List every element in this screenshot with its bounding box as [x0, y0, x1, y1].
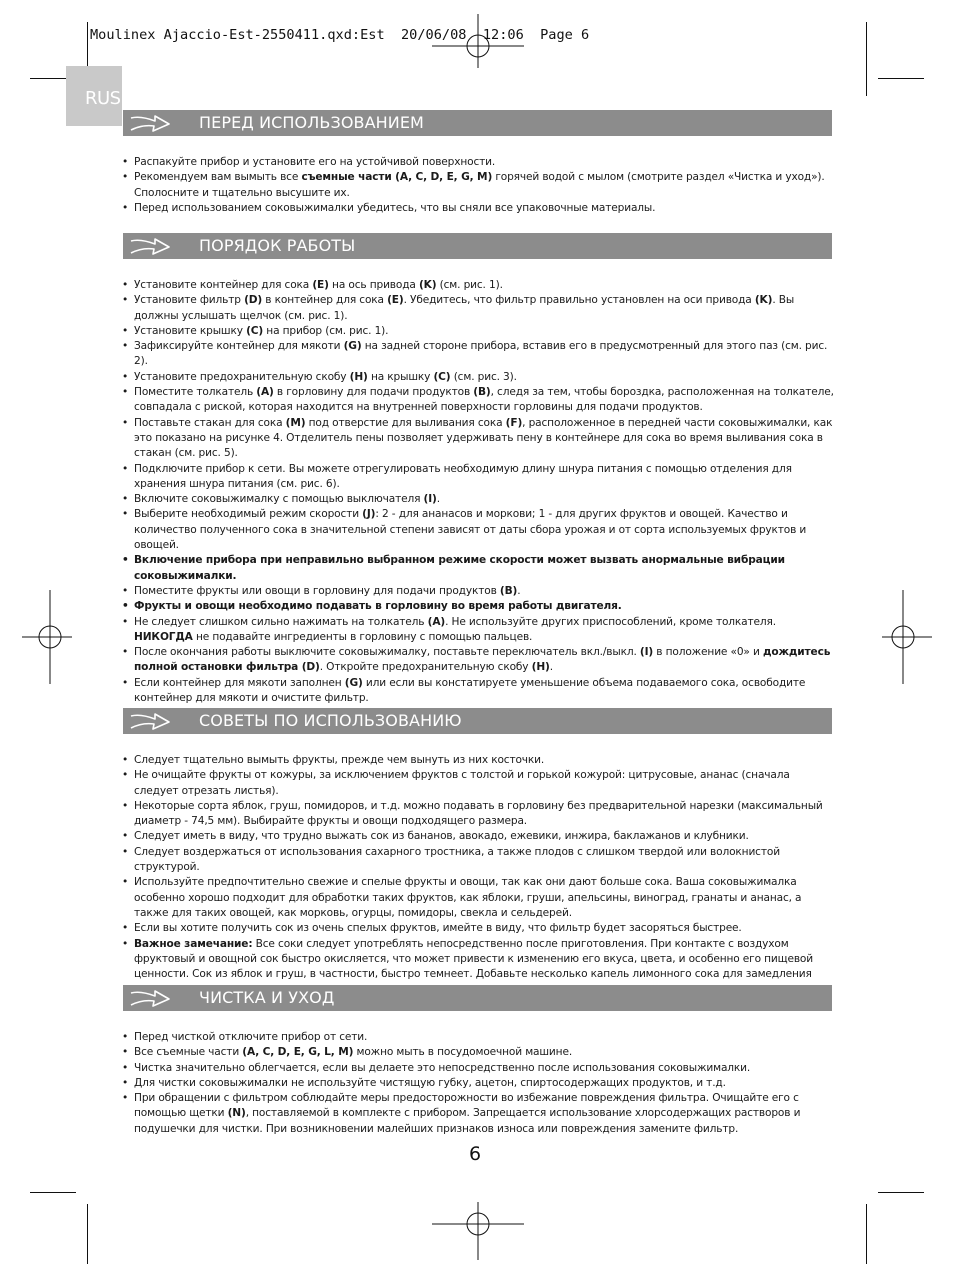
list-item: • Следует иметь в виду, что трудно выжать сок из бананов, авокадо, ежевики, инжира, баклажанов и клубники.: [122, 829, 834, 844]
section-list-before-use: [122, 155, 834, 216]
list-item: • Для чистки соковыжималки не используйте чистящую губку, ацетон, спиртосодержащих продуктов, и т.д.: [122, 1076, 834, 1091]
arrow-icon: [129, 235, 173, 257]
list-item: • Важное замечание: Все соки следует употреблять непосредственно после приготовления. При контакте с воздухом фруктовый и овощной сок быстро окисляется, что может привести к изменению его вкуса, цвета, и особенно его пищевой ценности. Сок из яблок и груш, в частности, быстро темнеет. Добавьте несколько капель лимонного сока для замедления: [122, 937, 834, 998]
section-title: ПЕРЕД ИСПОЛЬЗОВАНИЕМ: [199, 113, 424, 132]
language-tab: [66, 66, 122, 126]
list-item: • Чистка значительно облегчается, если вы делаете это непосредственно после использования соковыжималки.: [122, 1061, 834, 1076]
section-list-operation: [122, 278, 834, 706]
section-list-cleaning: [122, 1030, 834, 1137]
list-item: • После окончания работы выключите соковыжималку, поставьте переключатель вкл./выкл. (I) в положение «0» и дождитесь полной остановки фильтра (D). Откройте предохранительную скобу (H).: [122, 645, 834, 676]
section-title: ПОРЯДОК РАБОТЫ: [199, 236, 356, 255]
crop-mark: [878, 1192, 924, 1193]
list-item: • Рекомендуем вам вымыть все съемные части (A, C, D, E, G, M) горячей водой с мылом (смотрите раздел «Чистка и уход»). Сполосните и тщательно высушите их.: [122, 170, 834, 201]
list-item: • Поместите фрукты или овощи в горловину для подачи продуктов (B).: [122, 584, 834, 599]
list-item: • Следует тщательно вымыть фрукты, прежде чем вынуть из них косточки.: [122, 753, 834, 768]
language-tab-label: RUS: [85, 88, 121, 109]
section-header-before-use: [123, 110, 832, 136]
crop-mark: [866, 1204, 867, 1264]
list-item: • Поставьте стакан для сока (M) под отверстие для выливания сока (F), расположенное в передней части соковыжималки, как это показано на рисунке 4. Отделитель пены позволяет удерживать пену в контейнере для сока во время выливания сока в стакан (см. рис. 5).: [122, 416, 834, 462]
registration-mark-icon: [432, 1202, 524, 1260]
section-title: СОВЕТЫ ПО ИСПОЛЬЗОВАНИЮ: [199, 711, 462, 730]
list-item: • Используйте предпочтительно свежие и спелые фрукты и овощи, так как они дают больше сока. Ваша соковыжималка особенно хорошо подходит для обработки таких фруктов, как яблоки, груши, апельсины, виноград, гранаты и ананас, а также для таких овощей, как морковь, огурцы, помидоры, свекла и сельдерей.: [122, 875, 834, 921]
file-header: Moulinex Ajaccio-Est-2550411.qxd:Est 20/06/08 12:06 Page 6: [90, 27, 590, 43]
crop-mark: [878, 78, 924, 79]
list-item: • Перед использованием соковыжималки убедитесь, что вы сняли все упаковочные материалы.: [122, 201, 834, 216]
list-item: • Подключите прибор к сети. Вы можете отрегулировать необходимую длину шнура питания с помощью отделения для хранения шнура питания (см. рис. 6).: [122, 462, 834, 493]
list-item: • Установите крышку (C) на прибор (см. рис. 1).: [122, 324, 834, 339]
list-item: • Не очищайте фрукты от кожуры, за исключением фруктов с толстой и горькой кожурой: цитрусовые, ананас (сначала следует отрезать листья).: [122, 768, 834, 799]
list-item: • Выберите необходимый режим скорости (J): 2 - для ананасов и моркови; 1 - для других фруктов и овощей. Качество и количество полученного сока в значительной степени зависят от даты сбора урожая и от сорта используемых фруктов и овощей.: [122, 507, 834, 553]
registration-mark-icon: [22, 590, 72, 684]
list-item: • Включите соковыжималку с помощью выключателя (I).: [122, 492, 834, 507]
section-title: ЧИСТКА И УХОД: [199, 988, 335, 1007]
list-item: • Перед чисткой отключите прибор от сети.: [122, 1030, 834, 1045]
list-item: • Включение прибора при неправильно выбранном режиме скорости может вызвать анормальные вибрации соковыжималки.: [122, 553, 834, 584]
crop-mark: [87, 1204, 88, 1264]
list-item: • Распакуйте прибор и установите его на устойчивой поверхности.: [122, 155, 834, 170]
list-item: • Зафиксируйте контейнер для мякоти (G) на задней стороне прибора, вставив его в предусмотренный для этого паз (см. рис. 2).: [122, 339, 834, 370]
list-item: • Поместите толкатель (A) в горловину для подачи продуктов (B), следя за тем, чтобы бороздка, расположенная на толкателе, совпадала с риской, которая находится на внутренней поверхности горловины для подачи продуктов.: [122, 385, 834, 416]
list-item: • Все съемные части (A, C, D, E, G, L, M) можно мыть в посудомоечной машине.: [122, 1045, 834, 1060]
list-item: • Если вы хотите получить сок из очень спелых фруктов, имейте в виду, что фильтр будет засоряться быстрее.: [122, 921, 834, 936]
list-item: • Фрукты и овощи необходимо подавать в горловину во время работы двигателя.: [122, 599, 834, 614]
section-header-cleaning: [123, 985, 832, 1011]
registration-mark-icon: [882, 590, 932, 684]
list-item: • Установите контейнер для сока (E) на ось привода (K) (см. рис. 1).: [122, 278, 834, 293]
arrow-icon: [129, 112, 173, 134]
section-header-operation: [123, 233, 832, 259]
list-item: • Установите предохранительную скобу (H) на крышку (C) (см. рис. 3).: [122, 370, 834, 385]
list-item: • Если контейнер для мякоти заполнен (G) или если вы констатируете уменьшение объема подаваемого сока, освободите контейнер для мякоти и очистите фильтр.: [122, 676, 834, 707]
list-item: • Не следует слишком сильно нажимать на толкатель (A). Не используйте других приспособлений, кроме толкателя. НИКОГДА не подавайте ингредиенты в горловину с помощью пальцев.: [122, 615, 834, 646]
list-item: • Следует воздержаться от использования сахарного тростника, а также плодов с слишком твердой или волокнистой структурой.: [122, 845, 834, 876]
section-list-tips: [122, 753, 834, 998]
page-number: 6: [469, 1143, 482, 1165]
list-item: • Установите фильтр (D) в контейнер для сока (E). Убедитесь, что фильтр правильно установлен на оси привода (K). Вы должны услышать щелчок (см. рис. 1).: [122, 293, 834, 324]
list-item: • При обращении с фильтром соблюдайте меры предосторожности во избежание повреждения фильтра. Очищайте его с помощью щетки (N), поставляемой в комплекте с прибором. Запрещается использование хлорсодержащих растворов и подушечки для чистки. При возникновении малейших признаков износа или повреждения замените фильтр.: [122, 1091, 834, 1137]
section-header-tips: [123, 708, 832, 734]
arrow-icon: [129, 710, 173, 732]
crop-mark: [30, 1192, 76, 1193]
arrow-icon: [129, 987, 173, 1009]
crop-mark: [866, 22, 867, 96]
list-item: • Некоторые сорта яблок, груш, помидоров, и т.д. можно подавать в горловину без предварительной нарезки (максимальный диаметр - 74,5 мм). Выбирайте фрукты и овощи подходящего размера.: [122, 799, 834, 830]
